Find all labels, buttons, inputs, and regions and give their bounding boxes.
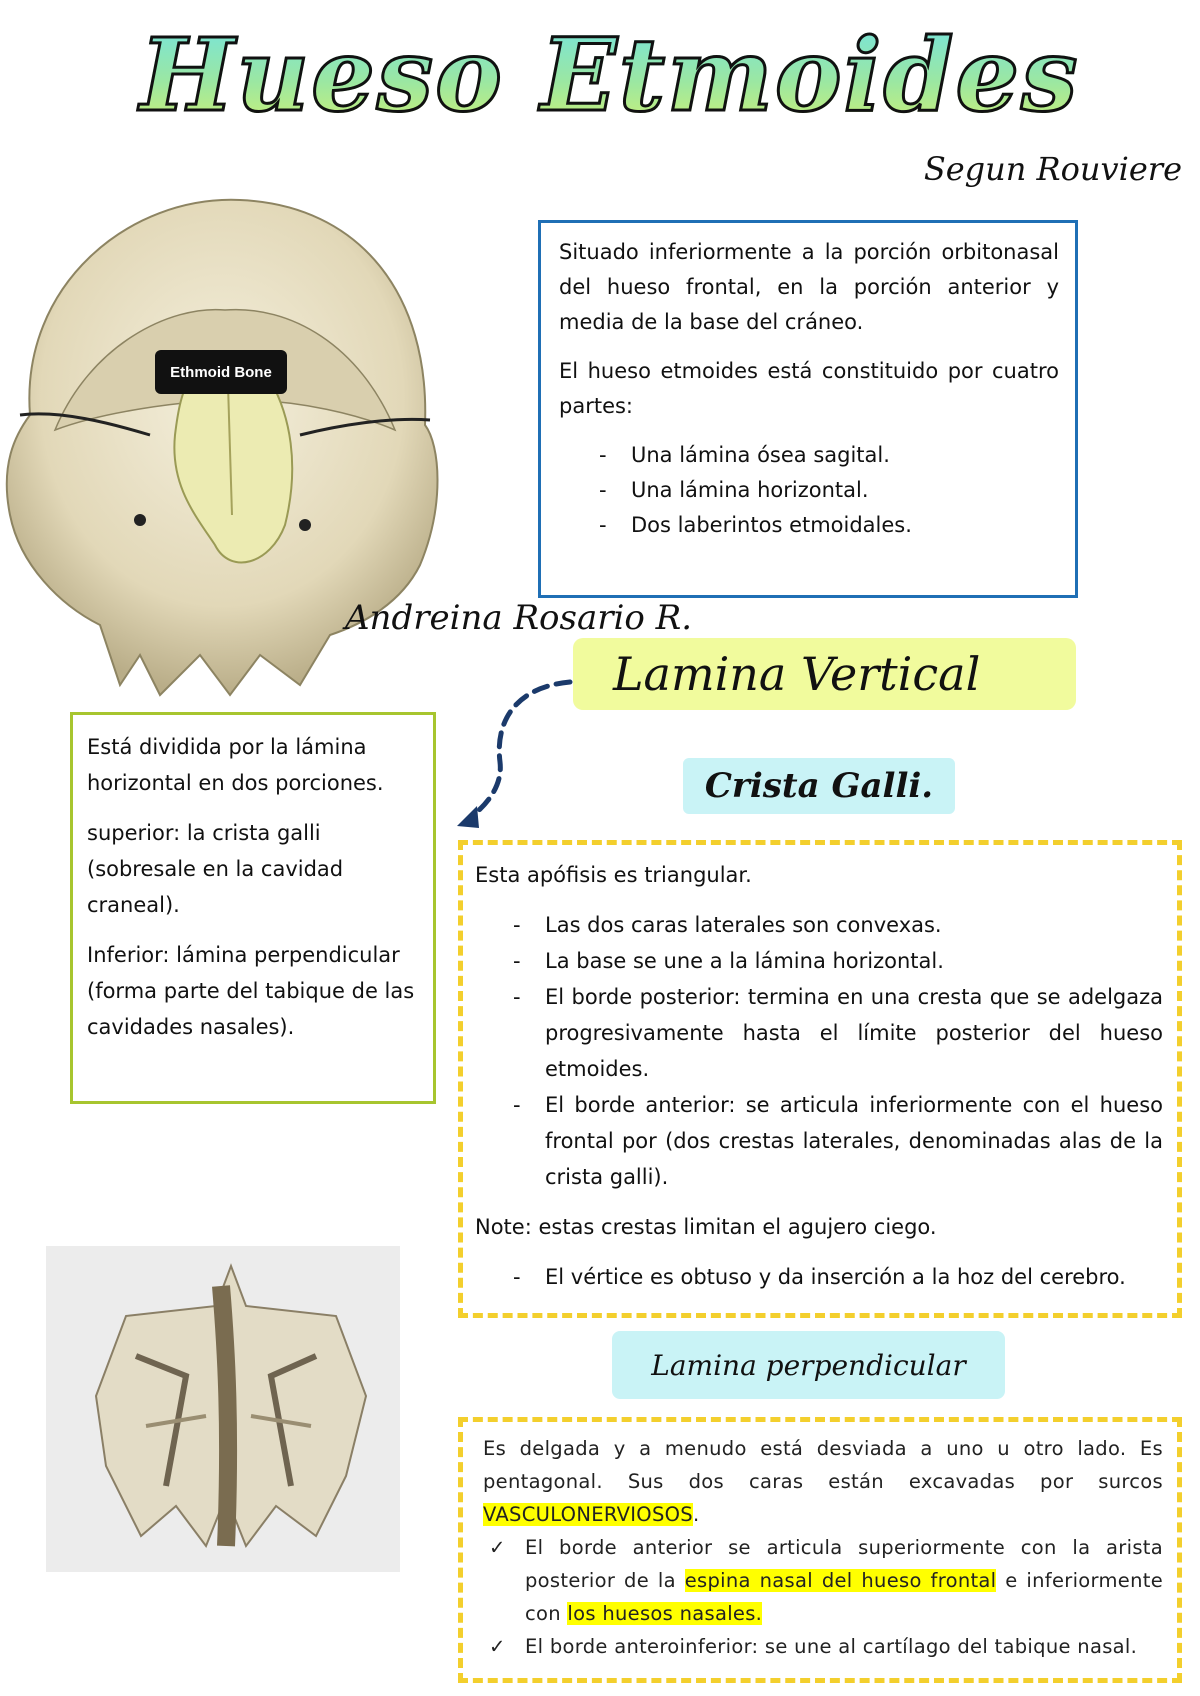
subtitle: Segun Rouviere	[923, 150, 1182, 188]
perp-text-a: Es delgada y a menudo está desviada a uno u otro lado. Es pentagonal. Sus dos caras están excavadas por surcos	[483, 1437, 1163, 1493]
title-text: Hueso Etmoides	[140, 10, 1120, 140]
list-item: - El borde posterior: termina en una cresta que se adelgaza progresivamente hasta el límite posterior del hueso etmoides.	[513, 979, 1163, 1087]
list-item: - Las dos caras laterales son convexas.	[513, 907, 1163, 943]
arrow-icon	[455, 672, 595, 832]
lamina-perpendicular-box	[458, 1417, 1182, 1683]
list-item	[483, 1531, 1163, 1630]
crista-galli-heading: Crista Galli.	[683, 758, 955, 814]
list-item: - El borde anterior: se articula inferiormente con el hueso frontal por (dos crestas laterales, denominadas alas de la crista galli).	[513, 1087, 1163, 1195]
intro-box	[538, 220, 1078, 598]
lamina-vertical-heading: Lamina Vertical	[573, 638, 1076, 710]
intro-paragraph-2: El hueso etmoides está constituido por cuatro partes:	[559, 359, 1059, 418]
crista-list	[475, 907, 1163, 1195]
list-item: - El vértice es obtuso y da inserción a la hoz del cerebro.	[513, 1259, 1163, 1295]
perp-paragraph	[483, 1432, 1163, 1531]
summary-paragraph-1: Está dividida por la lámina horizontal en dos porciones.	[87, 735, 384, 795]
highlight-vasculonerviosos: VASCULONERVIOSOS	[483, 1503, 693, 1526]
intro-paragraph-1: Situado inferiormente a la porción orbitonasal del hueso frontal, en la porción anterior y media de la base del cráneo.	[559, 240, 1059, 334]
summary-paragraph-3: Inferior: lámina perpendicular (forma parte del tabique de las cavidades nasales).	[87, 943, 415, 1039]
ethmoid-bone-label: Ethmoid Bone	[155, 350, 287, 394]
lamina-perpendicular-heading: Lamina perpendicular	[612, 1331, 1005, 1399]
summary-paragraph-2: superior: la crista galli (sobresale en la cavidad craneal).	[87, 821, 344, 917]
perp-item1-a: El borde anterior se articula superiormente con la arista posterior de la	[525, 1536, 1163, 1592]
perp-text-b: .	[692, 1503, 700, 1526]
ethmoid-photo	[46, 1246, 400, 1572]
crista-list-2	[475, 1259, 1163, 1295]
list-item: - La base se une a la lámina horizontal.	[513, 943, 1163, 979]
crista-intro: Esta apófisis es triangular.	[475, 863, 752, 887]
list-item: - Una lámina horizontal.	[599, 473, 1059, 508]
perp-item1-b: e inferiormente con	[525, 1569, 1163, 1625]
parts-list	[559, 438, 1059, 543]
list-item: - Una lámina ósea sagital.	[599, 438, 1059, 473]
list-item: - Dos laberintos etmoidales.	[599, 508, 1059, 543]
highlight-huesos-nasales: los huesos nasales.	[567, 1602, 763, 1625]
highlight-espina-nasal: espina nasal del hueso frontal	[684, 1569, 997, 1592]
list-item: ✓ El borde anteroinferior: se une al cartílago del tabique nasal.	[483, 1630, 1163, 1663]
perp-check-list	[483, 1531, 1163, 1663]
author-signature: Andreina Rosario R.	[345, 598, 693, 638]
lamina-vertical-summary-box	[70, 712, 436, 1104]
crista-note: Note: estas crestas limitan el agujero ciego.	[475, 1215, 937, 1239]
crista-galli-box	[458, 840, 1182, 1318]
